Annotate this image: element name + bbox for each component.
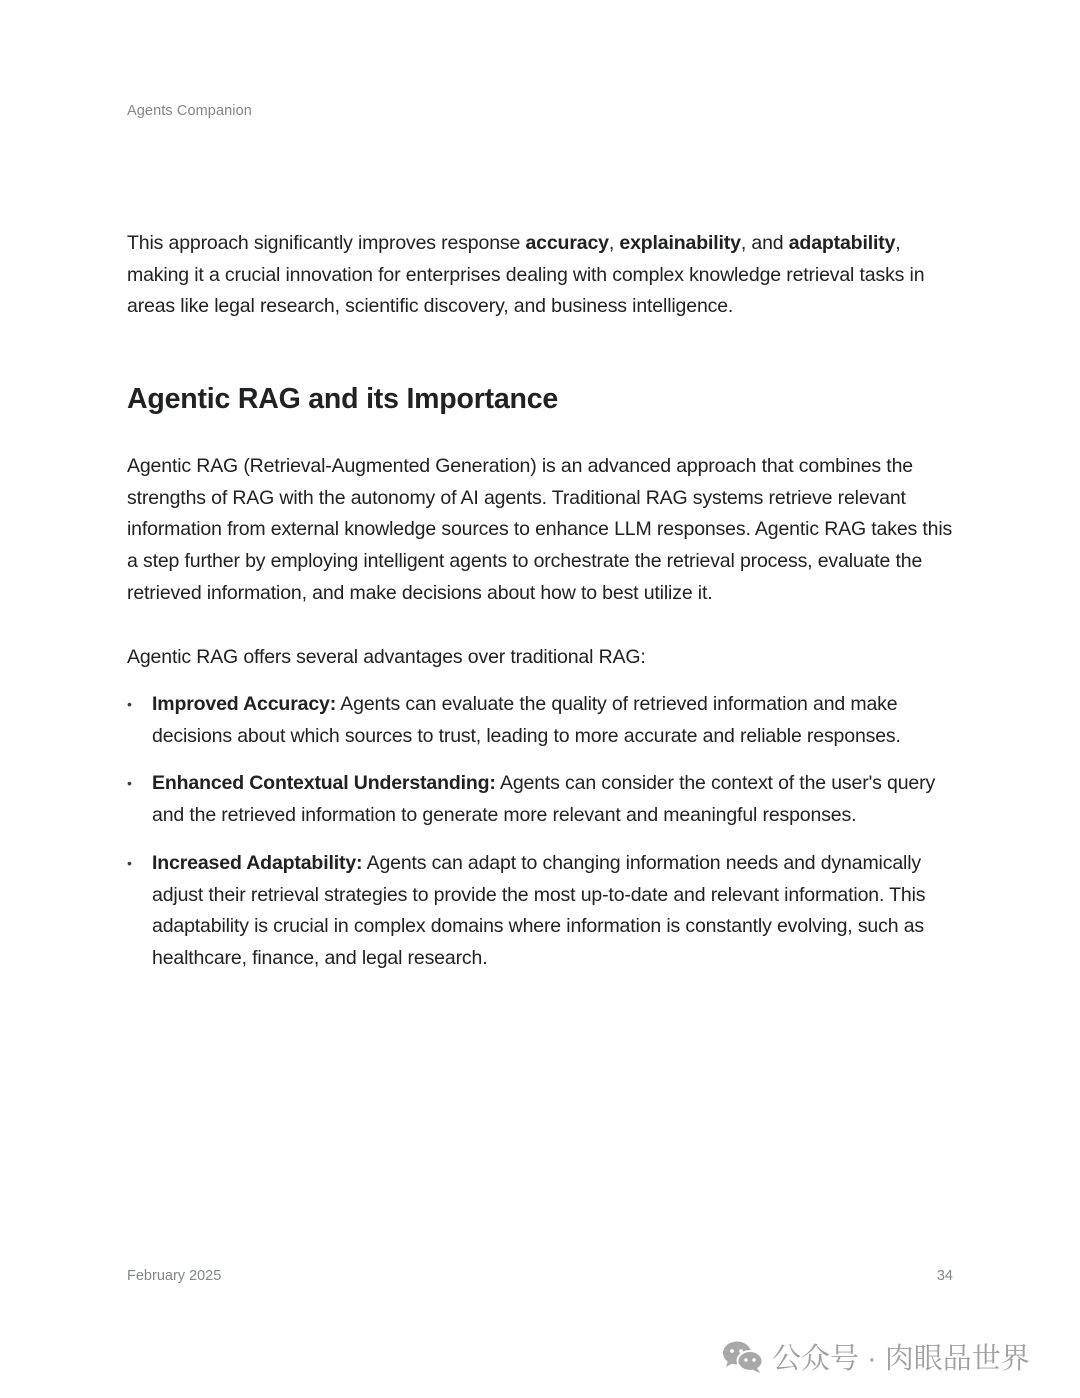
list-item xyxy=(127,848,962,975)
section-paragraph: Agentic RAG (Retrieval-Augmented Generation) is an advanced approach that combines the strengths of RAG with the autonomy of AI agents. Traditional RAG systems retrieve relevant information from external knowledge sources to enhance LLM responses. Agentic RAG takes this a step further by employing intelligent agents to orchestrate the retrieval process, evaluate the retrieved information, and make decisions about how to best utilize it. xyxy=(127,455,953,604)
running-header-title: Agents Companion xyxy=(127,103,252,119)
wechat-icon xyxy=(722,1340,764,1374)
bold-term-adaptability: adaptability xyxy=(788,232,896,254)
intro-text: , xyxy=(608,232,620,254)
list-item xyxy=(127,689,962,752)
intro-text: , making it a crucial innovation for enterprises dealing with complex knowledge retrieval tasks in areas like legal research, scientific discovery, and business intelligence. xyxy=(127,232,925,318)
intro-text: This approach significantly improves response xyxy=(127,232,526,254)
intro-text: , and xyxy=(740,232,789,254)
bullet-term: Improved Accuracy: xyxy=(152,693,337,715)
bullet-term: Enhanced Contextual Understanding: xyxy=(152,772,496,795)
intro-paragraph xyxy=(127,228,957,323)
bullet-text: Agents can consider the context of the user's query and the retrieved information to generate more relevant and meaningful responses. xyxy=(152,772,936,827)
page-number: 34 xyxy=(936,1268,953,1284)
bullet-text: Agents can evaluate the quality of retrieved information and make decisions about which sources to trust, leading to more accurate and reliable responses. xyxy=(152,693,901,747)
bold-term-accuracy: accuracy xyxy=(525,232,609,254)
footer-date: February 2025 xyxy=(127,1268,222,1284)
watermark xyxy=(722,1336,1030,1377)
list-item xyxy=(127,768,962,831)
bullet-icon: • xyxy=(127,696,132,712)
advantages-list xyxy=(127,689,962,991)
watermark-text: 公众号 · 肉眼品世界 xyxy=(772,1343,1030,1375)
section-heading: Agentic RAG and its Importance xyxy=(127,383,559,415)
bullet-term: Increased Adaptability: xyxy=(152,851,363,874)
bullet-text: Agents can adapt to changing information needs and dynamically adjust their retrieval strategies to provide the most up-to-date and relevant information. This adaptability is crucial in complex domains where information is constantly evolving, such as healthcare, finance, and legal research. xyxy=(152,851,926,969)
list-intro: Agentic RAG offers several advantages over traditional RAG: xyxy=(127,646,646,668)
bullet-icon: • xyxy=(127,775,132,792)
bold-term-explainability: explainability xyxy=(619,232,741,254)
bullet-icon: • xyxy=(127,854,132,871)
